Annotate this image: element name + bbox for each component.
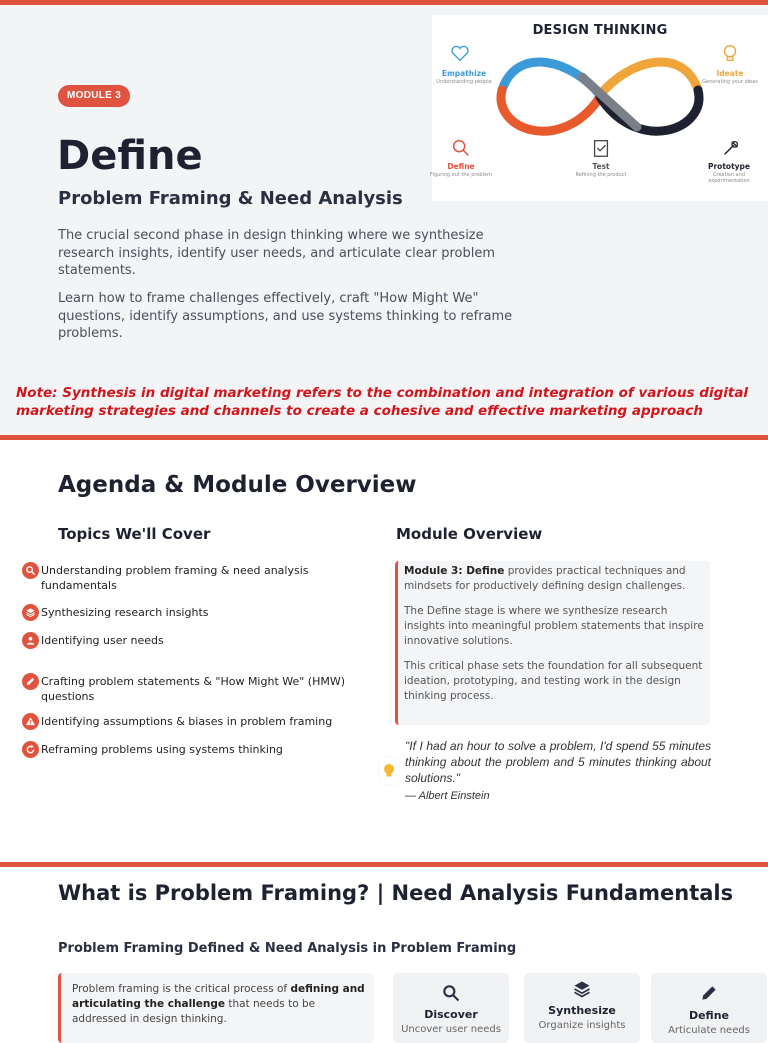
- lightbulb-icon: [719, 42, 741, 64]
- design-thinking-diagram: [432, 15, 768, 201]
- quote-author: — Albert Einstein: [405, 790, 490, 802]
- topic-item: [22, 714, 387, 730]
- card-name: Define: [688, 1009, 730, 1022]
- topic-label: Identifying assumptions & biases in problem framing: [41, 715, 333, 728]
- refresh-icon: [22, 741, 39, 758]
- user-icon: [22, 632, 39, 649]
- slide-define-intro: [0, 0, 768, 435]
- topics-heading: Topics We'll Cover: [58, 525, 211, 543]
- slide-problem-framing: [0, 862, 768, 1036]
- stage-ideate-desc: Generating your ideas: [702, 79, 758, 85]
- page-title: Define: [57, 133, 203, 179]
- topic-item: [22, 674, 387, 704]
- topic-label: Reframing problems using systems thinking: [41, 743, 283, 756]
- loop-ideate-arc: [600, 62, 698, 95]
- overview-lead: Module 3: Define: [404, 565, 505, 577]
- stage-define-label: Define: [447, 162, 475, 171]
- card-synthesize: [524, 973, 640, 1043]
- stage-prototype-label: Prototype: [707, 162, 750, 171]
- topic-label: Identifying user needs: [41, 634, 164, 647]
- problem-framing-title: What is Problem Framing? | Need Analysis Fundamentals: [58, 881, 734, 905]
- topic-label: Understanding problem framing & need analysis fundamentals: [41, 564, 309, 592]
- module-overview-box: [395, 561, 710, 725]
- problem-framing-subtitle: Problem Framing Defined & Need Analysis in Problem Framing: [58, 941, 517, 956]
- overview-heading: Module Overview: [396, 525, 543, 543]
- stage-empathize-desc: Understanding people: [436, 79, 492, 85]
- pencil-icon: [699, 983, 719, 1003]
- definition-box: [58, 973, 374, 1043]
- search-icon: [441, 983, 461, 1003]
- overview-paragraph-2: The Define stage is where we synthesize research insights into meaningful problem statements that inspire innovative solutions.: [404, 605, 704, 647]
- topic-label: Crafting problem statements & "How Might We" (HMW) questions: [41, 675, 346, 703]
- synthesis-note: Note: Synthesis in digital marketing refers to the combination and integration of various digital marketing strategies and channels to create a cohesive and effective marketing approach: [16, 385, 749, 419]
- topic-item: [22, 563, 387, 593]
- search-icon: [22, 562, 39, 579]
- card-discover: [393, 973, 509, 1043]
- lightbulb-icon: [380, 758, 398, 784]
- overview-paragraph-3: This critical phase sets the foundation for all subsequent ideation, prototyping, and testing work in the design thinking process.: [404, 660, 703, 702]
- page-subtitle: Problem Framing & Need Analysis: [58, 188, 403, 209]
- definition-bold-text: defining and articulating the challenge: [72, 983, 365, 1010]
- loop-define-arc: [501, 90, 600, 131]
- card-desc: Uncover user needs: [401, 1024, 501, 1035]
- search-icon: [450, 137, 472, 159]
- intro-paragraph-2: Learn how to frame challenges effectively, craft "How Might We" questions, identify assumptions, and use systems thinking to reframe problems.: [58, 291, 513, 341]
- layers-icon: [22, 604, 39, 621]
- diagram-title: DESIGN THINKING: [532, 23, 668, 38]
- topic-item: [22, 605, 387, 621]
- stage-ideate-label: Ideate: [716, 69, 744, 78]
- topic-item: [22, 742, 387, 758]
- agenda-title: Agenda & Module Overview: [58, 472, 417, 498]
- layers-icon: [572, 979, 592, 999]
- topic-item: [22, 633, 387, 649]
- card-name: Synthesize: [548, 1004, 616, 1017]
- definition-text: Problem framing is the critical process of: [72, 983, 291, 995]
- overview-paragraph-1: [404, 564, 706, 594]
- stage-test-desc: Refining the product: [575, 172, 627, 178]
- intro-paragraph-1: The crucial second phase in design thinking where we synthesize research insights, identify user needs, and articulate clear problem statements.: [58, 228, 496, 278]
- module-badge: MODULE 3: [58, 85, 130, 107]
- stage-test-label: Test: [592, 162, 610, 171]
- card-desc: Organize insights: [538, 1020, 626, 1031]
- heart-icon: [449, 42, 471, 64]
- tools-icon: [720, 137, 742, 159]
- definition-text-end: that needs to be addressed in design thinking.: [72, 998, 316, 1025]
- slide-agenda: [0, 435, 768, 862]
- stage-define-desc: Figuring out the problem: [430, 172, 492, 178]
- stage-empathize-label: Empathize: [441, 69, 487, 78]
- card-name: Discover: [424, 1008, 478, 1021]
- overview-p1-text: provides practical techniques and mindsets for productively defining design challenges.: [404, 565, 686, 592]
- card-define: [651, 973, 767, 1043]
- einstein-quote: "If I had an hour to solve a problem, I'd spend 55 minutes thinking about the problem and 5 minutes thinking about solutions.": [405, 739, 711, 785]
- warning-icon: [22, 713, 39, 730]
- clipboard-icon: [590, 137, 612, 159]
- pencil-icon: [22, 673, 39, 690]
- card-desc: Articulate needs: [668, 1025, 750, 1036]
- topic-label: Synthesizing research insights: [41, 606, 209, 619]
- stage-prototype-desc: Creation and experimentation: [708, 172, 750, 184]
